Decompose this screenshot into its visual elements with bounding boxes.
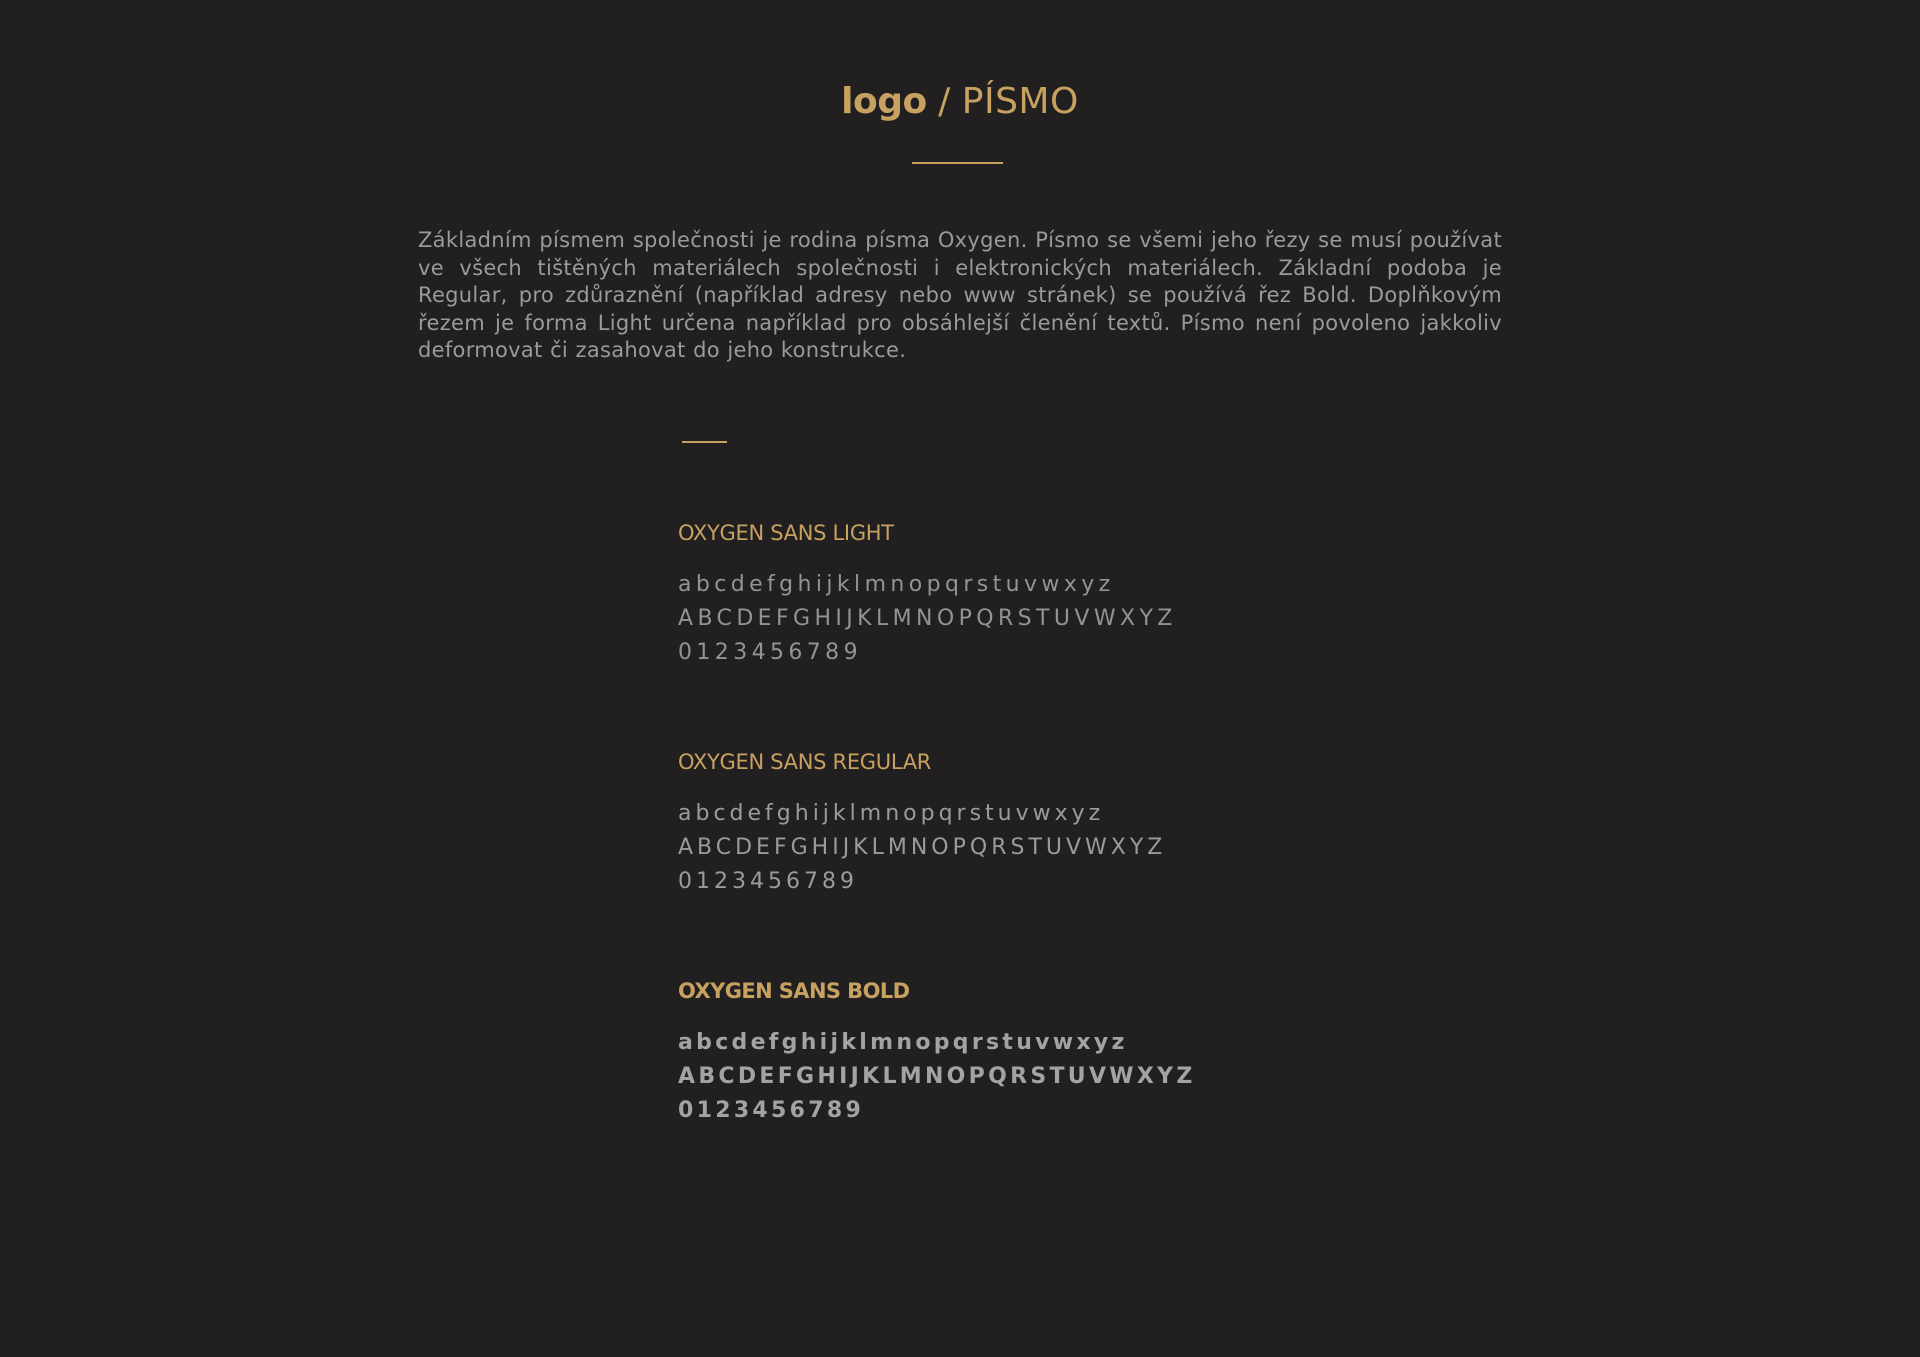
specimen-digits: 0123456789 <box>678 1098 865 1123</box>
title-divider <box>912 162 1003 164</box>
section-divider <box>682 441 727 443</box>
specimen-lowercase: abcdefghijklmnopqrstuvwxyz <box>678 572 1115 597</box>
specimen-digits: 0123456789 <box>678 640 862 665</box>
intro-paragraph: Základním písmem společnosti je rodina písma Oxygen. Písmo se všemi jeho řezy se musí používat ve všech tištěných materiálech společnosti i elektronických materiálech. Základní podoba je Regular, pro zdůraznění (například adresy nebo www stránek) se používá řez Bold. Doplňkovým řezem je forma Light určena například pro obsáhlejší členění textů. Písmo není povoleno jakkoliv deformovat či zasahovat do jeho konstrukce. <box>418 228 1502 362</box>
page-title <box>0 76 1920 128</box>
font-specimen-bold <box>678 976 1378 1128</box>
title-light-part: PÍSMO <box>961 81 1079 122</box>
font-specimen-title: OXYGEN SANS REGULAR <box>678 750 932 774</box>
font-specimen-title: OXYGEN SANS LIGHT <box>678 521 894 545</box>
specimen-lowercase: abcdefghijklmnopqrstuvwxyz <box>678 801 1105 826</box>
font-specimen-title: OXYGEN SANS BOLD <box>678 979 910 1003</box>
font-specimen-regular <box>678 747 1378 899</box>
specimen-lowercase: abcdefghijklmnopqrstuvwxyz <box>678 1030 1128 1055</box>
title-separator: / <box>926 81 962 122</box>
specimen-uppercase: ABCDEFGHIJKLMNOPQRSTUVWXYZ <box>678 835 1167 860</box>
specimen-uppercase: ABCDEFGHIJKLMNOPQRSTUVWXYZ <box>678 1064 1196 1089</box>
specimen-uppercase: ABCDEFGHIJKLMNOPQRSTUVWXYZ <box>678 606 1177 631</box>
title-bold-part: logo <box>841 81 927 122</box>
font-specimen-light <box>678 518 1378 670</box>
specimen-digits: 0123456789 <box>678 869 858 894</box>
